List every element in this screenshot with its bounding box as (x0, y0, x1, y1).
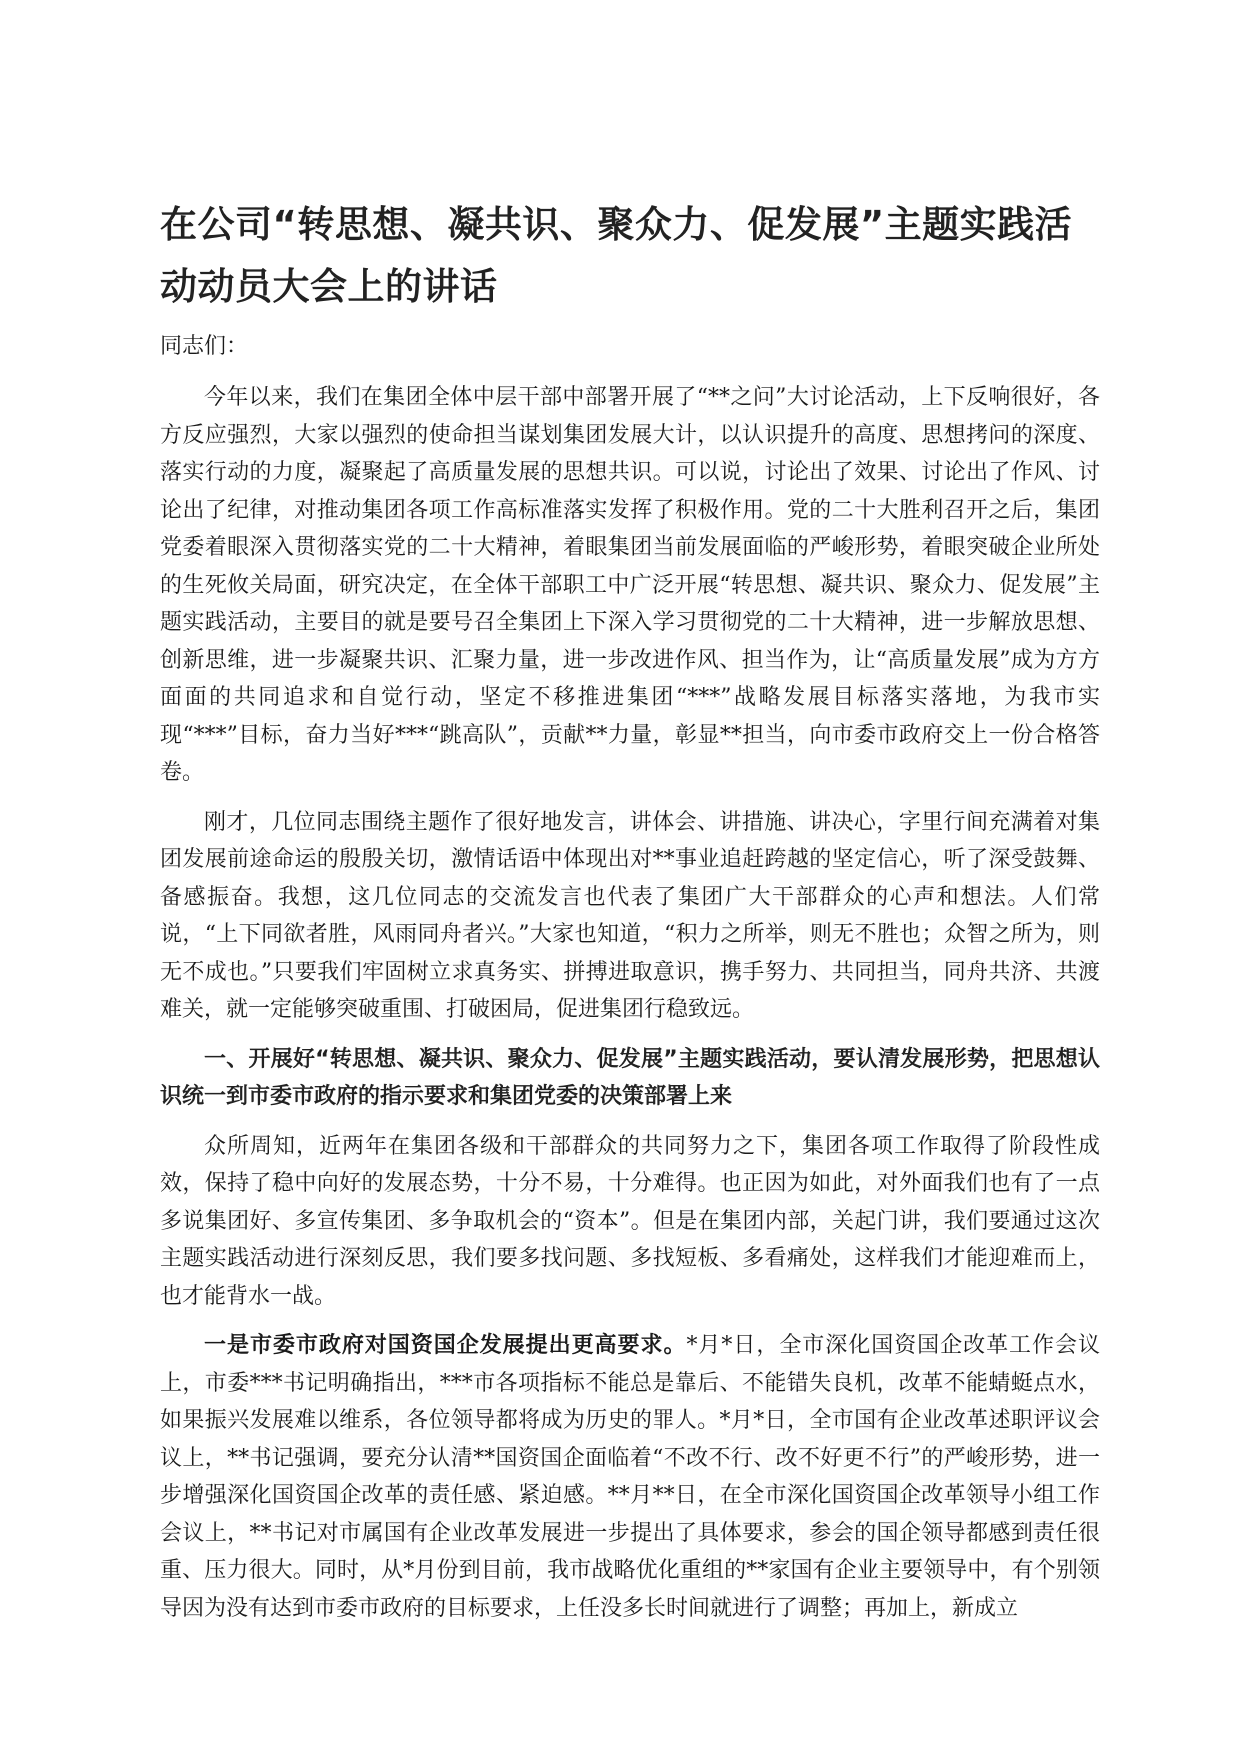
body-paragraph-2: 刚才，几位同志围绕主题作了很好地发言，讲体会、讲措施、讲决心，字里行间充满着对集团发展前途命运的殷殷关切，激情话语中体现出对**事业追赶跨越的坚定信心，听了深受鼓舞、备感振奋。我想，这几位同志的交流发言也代表了集团广大干部群众的心声和想法。人们常说，“上下同欲者胜，风雨同舟者兴。”大家也知道，“积力之所举，则无不胜也；众智之所为，则无不成也。”只要我们牢固树立求真务实、拼搏进取意识，携手努力、共同担当，同舟共济、共渡难关，就一定能够突破重围、打破困局，促进集团行稳致远。 (160, 809, 1100, 1022)
document-title: 在公司“转思想、凝共识、聚众力、促发展”主题实践活动动员大会上的讲话 (160, 203, 1073, 308)
body-paragraph-1: 今年以来，我们在集团全体中层干部中部署开展了“**之问”大讨论活动，上下反响很好，各方反应强烈，大家以强烈的使命担当谋划集团发展大计，以认识提升的高度、思想拷问的深度、落实行动的力度，凝聚起了高质量发展的思想共识。可以说，讨论出了效果、讨论出了作风、讨论出了纪律，对推动集团各项工作高标准落实发挥了积极作用。党的二十大胜利召开之后，集团党委着眼深入贯彻落实党的二十大精神，着眼集团当前发展面临的严峻形势，着眼突破企业所处的生死攸关局面，研究决定，在全体干部职工中广泛开展“转思想、凝共识、聚众力、促发展”主题实践活动，主要目的就是要号召全集团上下深入学习贯彻党的二十大精神，进一步解放思想、创新思维，进一步凝聚共识、汇聚力量，进一步改进作风、担当作为，让“高质量发展”成为方方面面的共同追求和自觉行动，坚定不移推进集团“***”战略发展目标落实落地，为我市实现“***”目标，奋力当好***“跳高队”，贡献**力量，彰显**担当，向市委市政府交上一份合格答卷。 (160, 385, 1100, 785)
section-1-paragraph: 众所周知，近两年在集团各级和干部群众的共同努力之下，集团各项工作取得了阶段性成效，保持了稳中向好的发展态势，十分不易，十分难得。也正因为如此，对外面我们也有了一点多说集团好、多宣传集团、多争取机会的“资本”。但是在集团内部，关起门讲，我们要通过这次主题实践活动进行深刻反思，我们要多找问题、多找短板、多看痛处，这样我们才能迎难而上，也才能背水一战。 (160, 1133, 1100, 1309)
point-1-body: *月*日，全市深化国资国企改革工作会议上，市委***书记明确指出，***市各项指标不能总是靠后、不能错失良机，改革不能蜻蜓点水，如果振兴发展难以维系，各位领导都将成为历史的罪人。*月*日，全市国有企业改革述职评议会议上，**书记强调，要充分认清**国资国企面临着“不改不行、改不好更不行”的严峻形势，进一步增强深化国资国企改革的责任感、紧迫感。**月**日，在全市深化国资国企改革领导小组工作会议上，**书记对市属国有企业改革发展进一步提出了具体要求，参会的国企领导都感到责任很重、压力很大。同时，从*月份到目前，我市战略优化重组的**家国有企业主要领导中，有个别领导因为没有达到市委市政府的目标要求，上任没多长时间就进行了调整；再加上，新成立 (160, 1333, 1100, 1621)
salutation: 同志们： (160, 334, 249, 359)
point-1-lead: 一是市委市政府对国资国企发展提出更高要求。 (204, 1333, 687, 1358)
section-heading-1: 一、开展好“转思想、凝共识、聚众力、促发展”主题实践活动，要认清发展形势，把思想认识统一到市委市政府的指示要求和集团党委的决策部署上来 (160, 1046, 1100, 1109)
point-1-paragraph (160, 1327, 1100, 1627)
document-page (160, 194, 1100, 1639)
